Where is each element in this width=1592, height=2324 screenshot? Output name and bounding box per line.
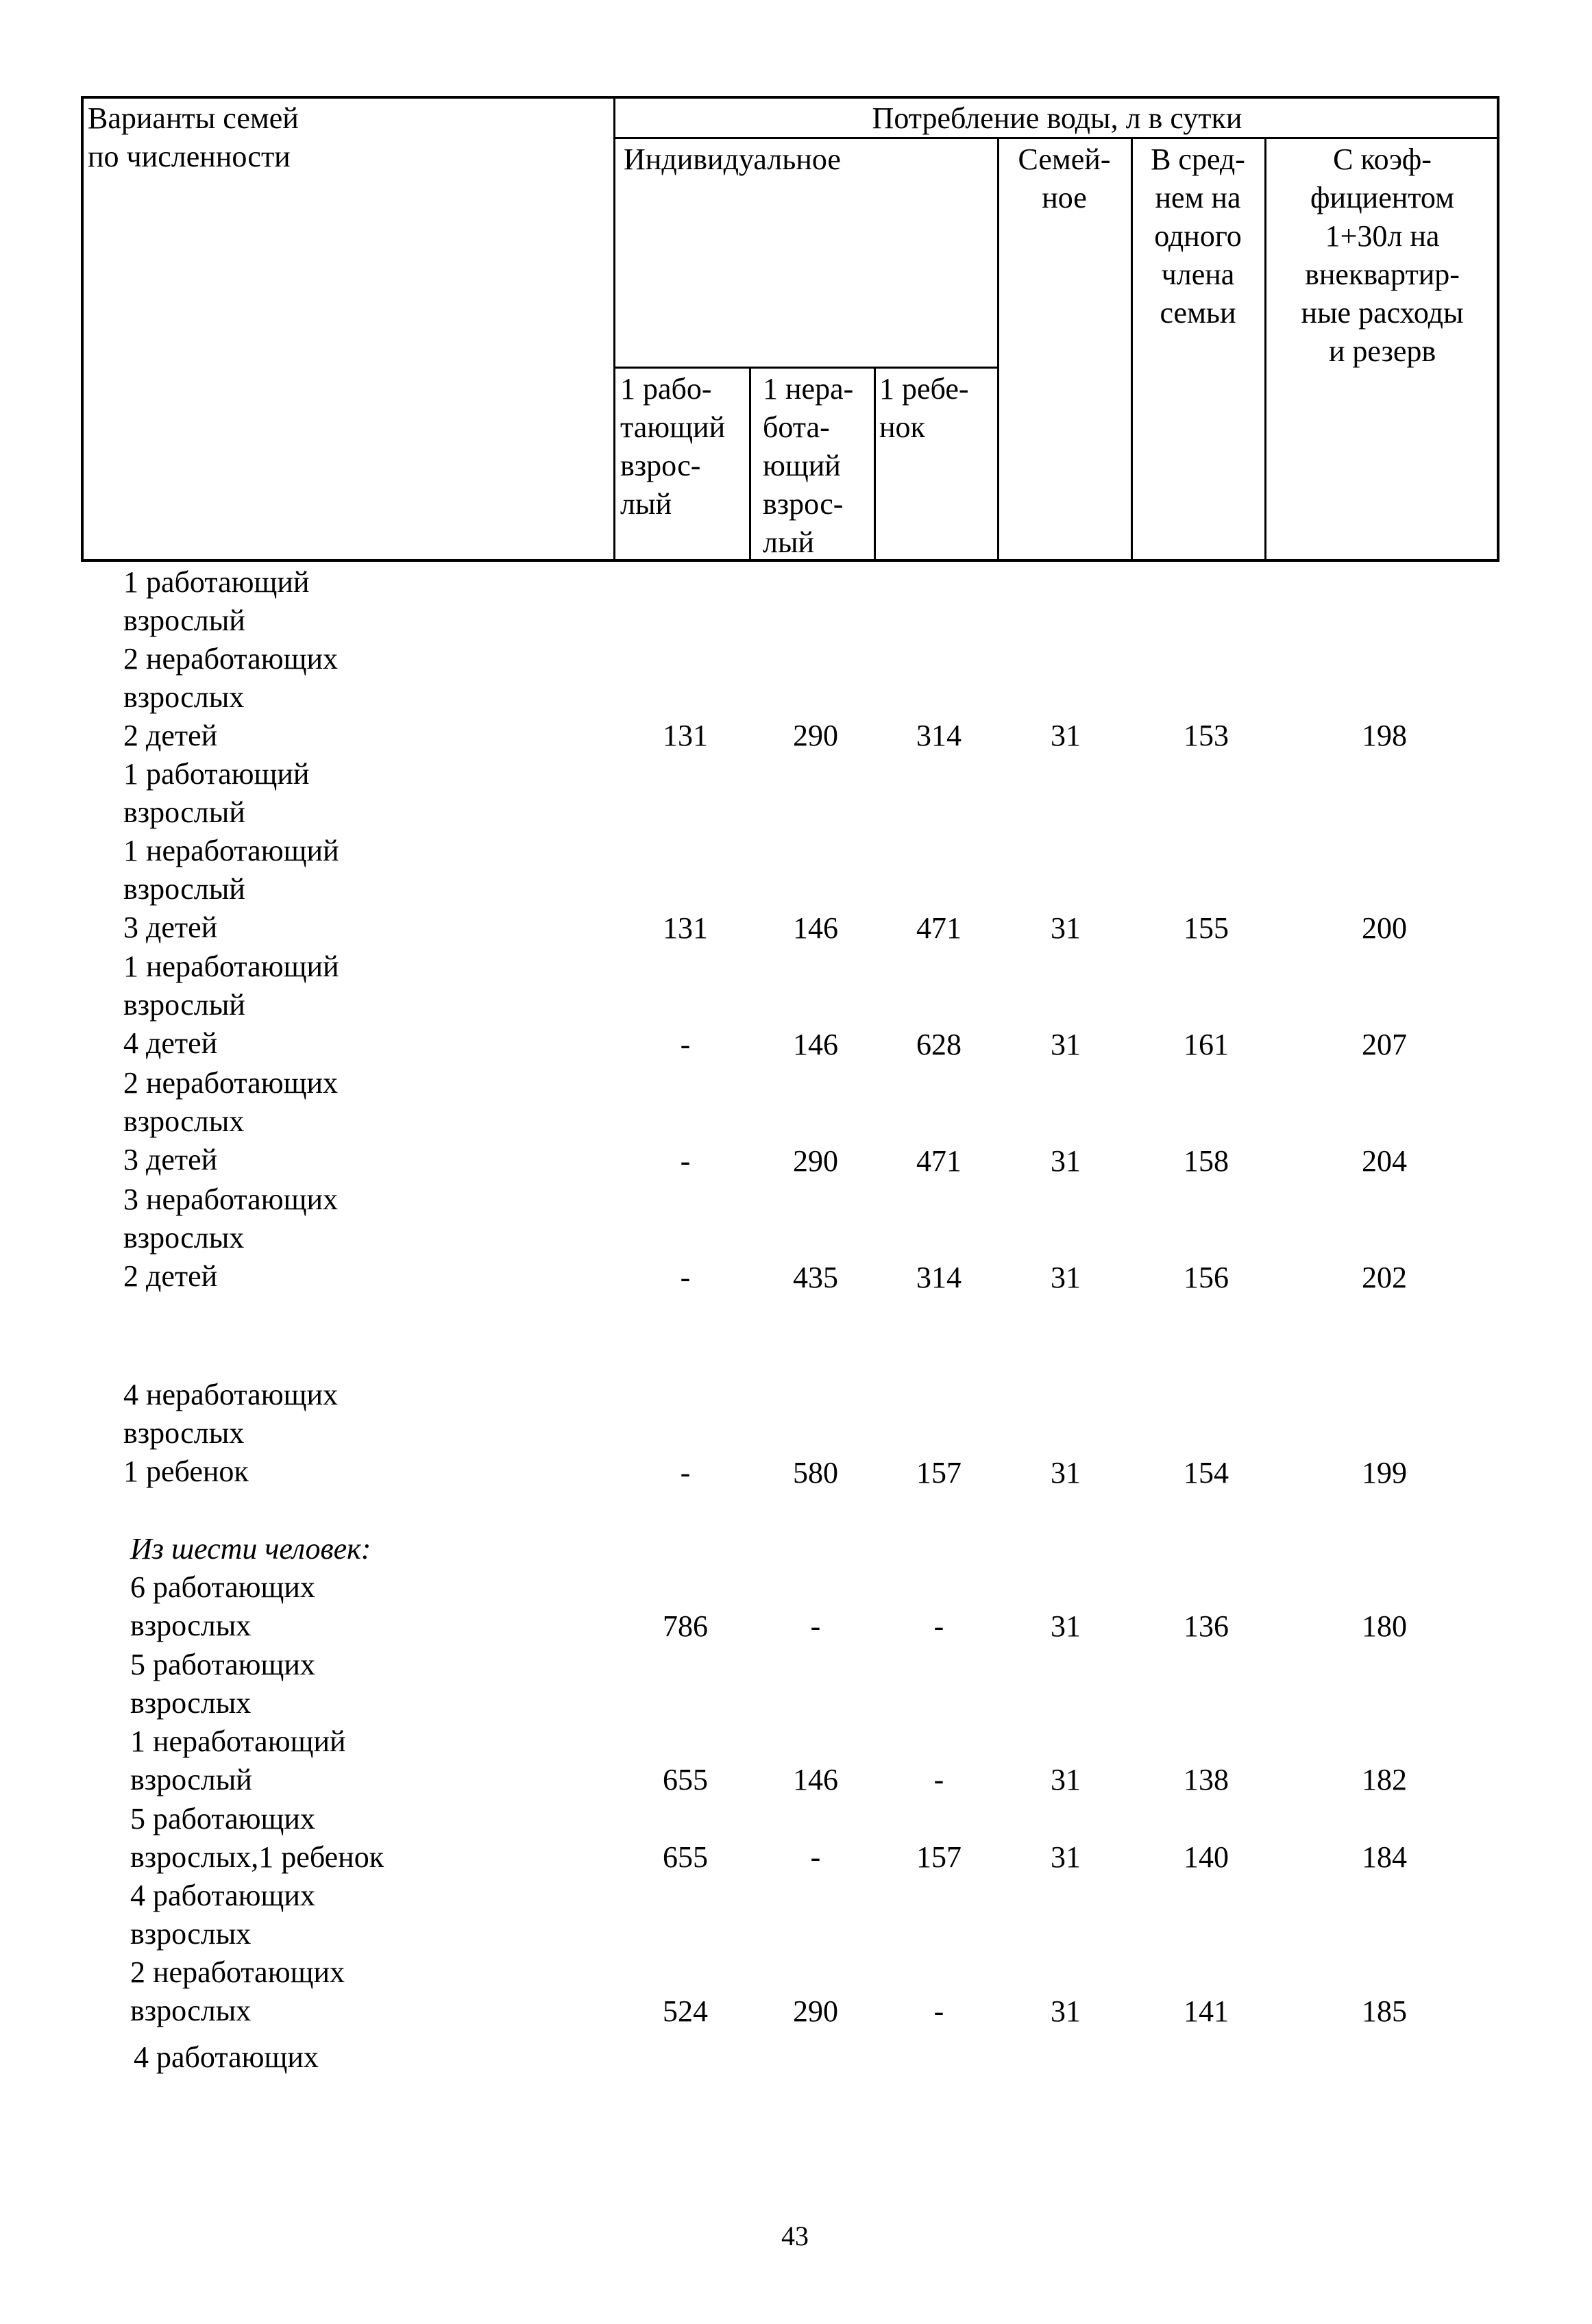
table-cell: 655: [663, 1763, 708, 1796]
header-divider: [749, 367, 751, 562]
table-cell: 31: [1051, 1261, 1081, 1294]
table-cell: -: [680, 1261, 691, 1294]
table-cell: 180: [1362, 1609, 1407, 1643]
table-cell: 185: [1362, 1994, 1407, 2028]
table-cell: -: [680, 1028, 691, 1061]
row-label: 4 неработающих взрослых 1 ребенок: [123, 1378, 339, 1488]
table-cell: 157: [916, 1840, 962, 1874]
table-cell: 290: [793, 1994, 838, 2028]
table-cell: 314: [916, 719, 962, 752]
table-cell: 131: [663, 719, 708, 752]
table-cell: 31: [1051, 1144, 1081, 1178]
table-cell: 182: [1362, 1763, 1407, 1796]
header-main-title: Потребление воды, л в сутки: [872, 101, 1242, 135]
table-cell: -: [810, 1840, 821, 1874]
table-cell: 31: [1051, 1840, 1081, 1874]
table-cell: 156: [1184, 1261, 1229, 1294]
table-cell: -: [933, 1994, 944, 2028]
table-cell: 154: [1184, 1456, 1229, 1489]
header-sub-nonworker: 1 нера- бота- ющий взрос- лый: [763, 372, 854, 559]
table-cell: 146: [793, 911, 838, 945]
header-family: Семей- ное: [1018, 143, 1111, 214]
table-cell: -: [933, 1763, 944, 1796]
table-cell: 471: [916, 911, 962, 945]
row-label: Из шести человек: 6 работающих взрослых: [130, 1532, 371, 1642]
row-label: 5 работающих взрослых 1 неработающий взрослый: [130, 1648, 346, 1796]
table-cell: 161: [1184, 1028, 1229, 1061]
table-cell: 199: [1362, 1456, 1407, 1489]
table-cell: 31: [1051, 1763, 1081, 1796]
row-label: 1 работающий взрослый 1 неработающий взрослый 3 детей: [123, 757, 339, 944]
table-cell: 435: [793, 1261, 838, 1294]
table-cell: 31: [1051, 1456, 1081, 1489]
row-label: 5 работающих взрослых,1 ребенок: [130, 1802, 384, 1874]
table-cell: 580: [793, 1456, 838, 1489]
row-label: 3 неработающих взрослых 2 детей: [123, 1183, 339, 1293]
table-cell: 138: [1184, 1763, 1229, 1796]
table-cell: 290: [793, 719, 838, 752]
header-sub-child: 1 ребе- нок: [879, 372, 969, 444]
header-divider: [613, 96, 615, 562]
table-cell: 31: [1051, 1994, 1081, 2028]
table-cell: 155: [1184, 911, 1229, 945]
table-cell: -: [933, 1609, 944, 1643]
table-cell: -: [810, 1609, 821, 1643]
row-label: 1 работающий взрослый 2 неработающих взрослых 2 детей: [123, 565, 339, 752]
row-label: 1 неработающий взрослый 4 детей: [123, 950, 339, 1060]
table-cell: 200: [1362, 911, 1407, 945]
table-cell: 31: [1051, 719, 1081, 752]
table-cell: 524: [663, 1994, 708, 2028]
table-cell: 204: [1362, 1144, 1407, 1178]
page-number: 43: [781, 2221, 809, 2251]
table-cell: 153: [1184, 719, 1229, 752]
table-cell: 146: [793, 1028, 838, 1061]
table-cell: -: [680, 1456, 691, 1489]
table-cell: 136: [1184, 1609, 1229, 1643]
table-cell: 290: [793, 1144, 838, 1178]
table-cell: 471: [916, 1144, 962, 1178]
trailing-label: 4 работающих: [134, 2040, 319, 2074]
table-cell: 158: [1184, 1144, 1229, 1178]
header-individual: Индивидуальное: [624, 143, 841, 176]
table-cell: 628: [916, 1028, 962, 1061]
table-cell: 198: [1362, 719, 1407, 752]
header-coef: С коэф- фициентом 1+30л на внеквартир- ные расходы и резерв: [1301, 143, 1464, 368]
table-cell: 157: [916, 1456, 962, 1489]
table-cell: 131: [663, 911, 708, 945]
table-cell: 31: [1051, 911, 1081, 945]
table-cell: 655: [663, 1840, 708, 1874]
table-cell: 146: [793, 1763, 838, 1796]
table-cell: -: [680, 1144, 691, 1178]
header-divider: [613, 367, 997, 369]
table-cell: 202: [1362, 1261, 1407, 1294]
row-label: 4 работающих взрослых 2 неработающих взрослых: [130, 1879, 345, 2027]
row-label: 2 неработающих взрослых 3 детей: [123, 1066, 339, 1176]
table-cell: 31: [1051, 1028, 1081, 1061]
table-cell: 141: [1184, 1994, 1229, 2028]
table-cell: 184: [1362, 1840, 1407, 1874]
table-cell: 140: [1184, 1840, 1229, 1874]
header-row-label: Варианты семей по численности: [88, 101, 299, 173]
header-avg-member: В сред- нем на одного члена семьи: [1151, 143, 1245, 330]
table-cell: 207: [1362, 1028, 1407, 1061]
table-cell: 31: [1051, 1609, 1081, 1643]
header-divider: [874, 367, 876, 562]
table-cell: 786: [663, 1609, 708, 1643]
table-cell: 314: [916, 1261, 962, 1294]
header-sub-worker: 1 рабо- тающий взрос- лый: [620, 372, 726, 521]
